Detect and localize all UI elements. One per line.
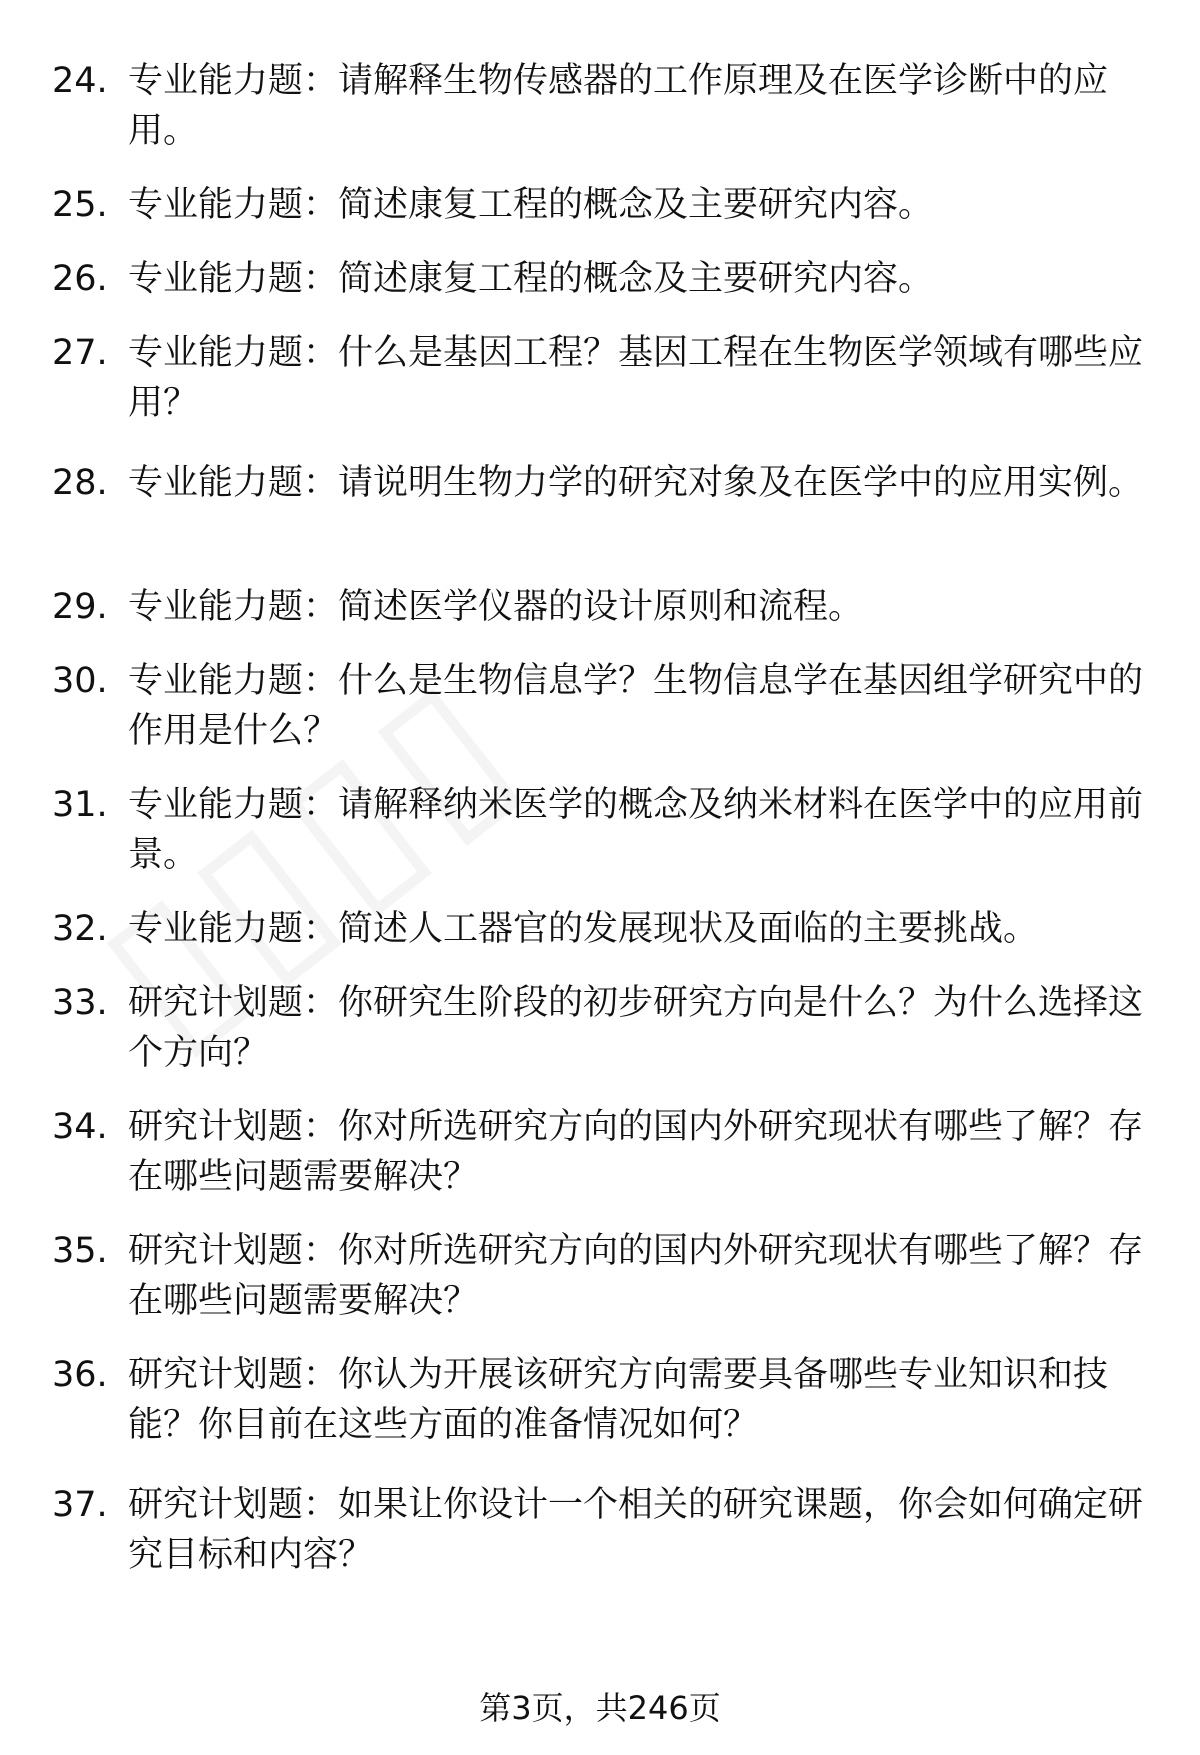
question-item <box>52 780 1152 904</box>
question-text: 专业能力题：请说明生物力学的研究对象及在医学中的应用实例。 <box>128 463 1144 503</box>
question-number: 36. <box>52 1355 108 1395</box>
question-item <box>52 656 1152 780</box>
question-number: 27. <box>52 333 108 373</box>
question-number: 29. <box>52 587 108 627</box>
question-number: 24. <box>52 61 108 101</box>
question-number: 37. <box>52 1485 108 1525</box>
question-text: 研究计划题：你研究生阶段的初步研究方向是什么？为什么选择这个方向？ <box>128 983 1144 1073</box>
question-text: 专业能力题：简述人工器官的发展现状及面临的主要挑战。 <box>128 909 1039 949</box>
question-item <box>52 978 1152 1102</box>
question-item <box>52 904 1152 978</box>
question-text: 研究计划题：你对所选研究方向的国内外研究现状有哪些了解？存在哪些问题需要解决？ <box>128 1231 1144 1321</box>
question-number: 35. <box>52 1231 108 1271</box>
question-number: 30. <box>52 661 108 701</box>
question-text: 专业能力题：简述医学仪器的设计原则和流程。 <box>128 587 864 627</box>
question-item <box>52 328 1152 458</box>
question-item <box>52 180 1152 254</box>
question-text: 研究计划题：你对所选研究方向的国内外研究现状有哪些了解？存在哪些问题需要解决？ <box>128 1107 1144 1197</box>
question-number: 31. <box>52 785 108 825</box>
question-number: 28. <box>52 463 108 503</box>
question-item <box>52 582 1152 656</box>
question-number: 33. <box>52 983 108 1023</box>
question-item <box>52 254 1152 328</box>
question-number: 34. <box>52 1107 108 1147</box>
question-text: 专业能力题：简述康复工程的概念及主要研究内容。 <box>128 259 934 299</box>
question-text: 专业能力题：简述康复工程的概念及主要研究内容。 <box>128 185 934 225</box>
question-list <box>52 56 1152 1590</box>
question-text: 专业能力题：什么是生物信息学？生物信息学在基因组学研究中的作用是什么？ <box>128 661 1144 751</box>
question-text: 研究计划题：你认为开展该研究方向需要具备哪些专业知识和技能？你目前在这些方面的准备情况如何？ <box>128 1355 1109 1445</box>
question-item <box>52 1480 1152 1590</box>
question-item <box>52 1226 1152 1350</box>
question-text: 专业能力题：请解释纳米医学的概念及纳米材料在医学中的应用前景。 <box>128 785 1144 875</box>
question-item <box>52 458 1152 582</box>
question-item <box>52 1350 1152 1480</box>
question-item <box>52 56 1152 180</box>
question-number: 26. <box>52 259 108 299</box>
question-text: 研究计划题：如果让你设计一个相关的研究课题，你会如何确定研究目标和内容？ <box>128 1485 1144 1575</box>
question-text: 专业能力题：请解释生物传感器的工作原理及在医学诊断中的应用。 <box>128 61 1109 151</box>
question-number: 32. <box>52 909 108 949</box>
question-item <box>52 1102 1152 1226</box>
question-text: 专业能力题：什么是基因工程？基因工程在生物医学领域有哪些应用？ <box>128 333 1144 423</box>
page-footer: 第3页，共246页 <box>479 1689 721 1727</box>
question-number: 25. <box>52 185 108 225</box>
